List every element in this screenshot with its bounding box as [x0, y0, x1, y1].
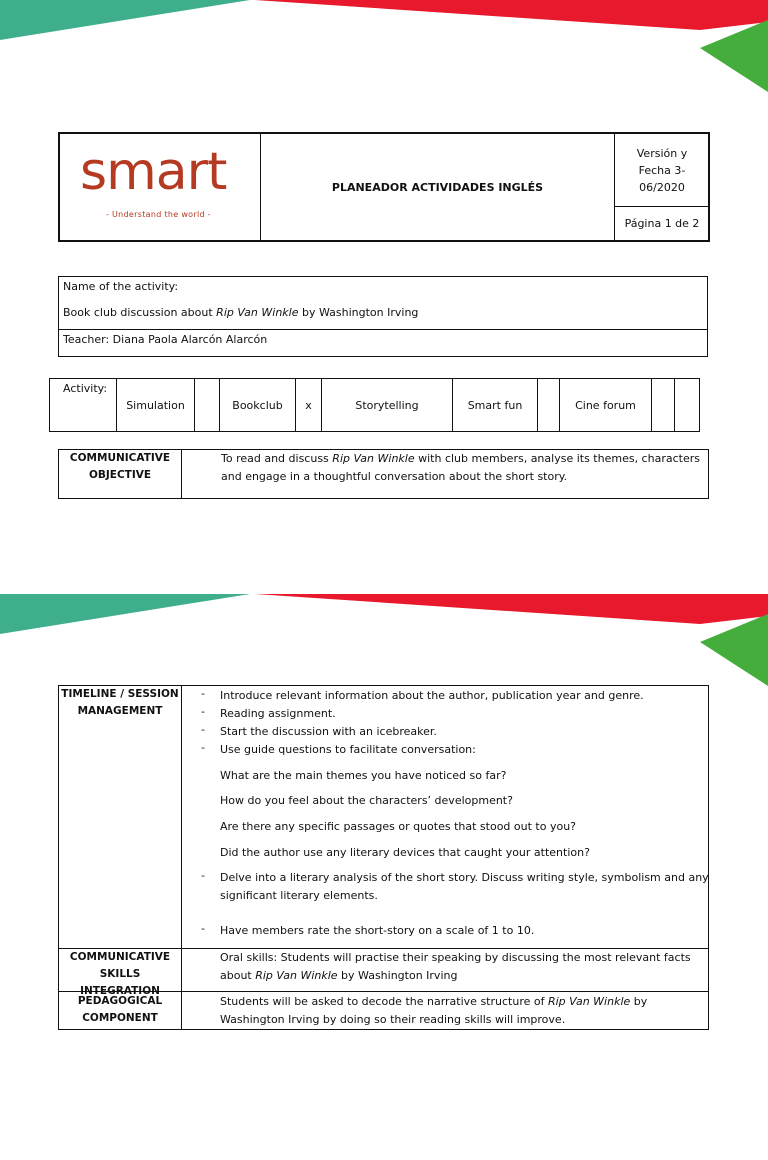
mark-bookclub: x: [296, 379, 322, 431]
version-date: Versión y Fecha 3- 06/2020: [614, 134, 709, 207]
objective-label: COMMUNICATIVE OBJECTIVE: [59, 450, 182, 498]
activity-info-table: [58, 276, 708, 357]
page-number: Página 1 de 2: [614, 207, 709, 240]
option-smart-fun: Smart fun: [453, 379, 538, 431]
objective-text: To read and discuss Rip Van Winkle with club members, analyse its themes, characters and engage in a thoughtful conversation about the short story.: [221, 452, 700, 483]
pedagogical-text-1: Students will be asked to decode the narrative structure of Rip Van Winkle by: [220, 995, 648, 1008]
skills-text-1: Oral skills: Students will practise their speaking by discussing the most relevant facts: [220, 951, 691, 964]
logo-wordmark: smart: [80, 142, 227, 202]
option-storytelling: Storytelling: [322, 379, 453, 431]
activity-type-table: [49, 378, 700, 432]
mark-smart-fun: [538, 379, 560, 431]
guide-question: Are there any specific passages or quotes that stood out to you?: [220, 820, 577, 833]
option-simulation: Simulation: [117, 379, 195, 431]
pedagogical-label: PEDAGOGICAL COMPONENT: [77, 995, 163, 1024]
logo: [60, 134, 261, 240]
communicative-objective: [58, 449, 709, 499]
skills-text-2: about Rip Van Winkle by Washington Irving: [220, 969, 458, 982]
bullet-item: Start the discussion with an icebreaker.: [220, 725, 437, 738]
guide-question: How do you feel about the characters’ development?: [220, 794, 513, 807]
bullet-item: Have members rate the short-story on a scale of 1 to 10.: [220, 924, 535, 937]
option-bookclub: Bookclub: [220, 379, 296, 431]
mark-cine-forum: [652, 379, 675, 431]
document-header: [58, 132, 710, 242]
header-banner: [0, 0, 768, 100]
guide-question: What are the main themes you have noticed so far?: [220, 769, 507, 782]
session-table: TIMELINE / SESSION MANAGEMENT - Introduce relevant information about the author, publication year and genre. - Reading assignment. - Start the discussion with an icebreaker. - Use guide questions to facilitate conversation: What are the main themes you have noticed so far? How do you feel about the characters’ development? Are there any specific passages or quotes that stood out to you? Did the author use any literary devices that caught your attention? - Delve into a literary analysis of the short story. Discuss writing style, symbolism and any significant literary elements. - Have members rate the short-story on a scale of 1 to 10. COMMUNICATIVE SKILLS INTEGRATION Oral skills: Students will practise their speaking by discussing the most relevant facts about Rip Van Winkle by Washington Irving PEDAGOGICAL COMPONENT Students will be asked to decode the narrative structure of Rip Van Winkle by Washington Irving by doing so their reading skills will improve.: [58, 685, 709, 1030]
bullet-item: Reading assignment.: [220, 707, 336, 720]
logo-tagline: - Understand the world -: [106, 210, 211, 219]
document-title: PLANEADOR ACTIVIDADES INGLÉS: [331, 180, 544, 194]
activity-label: Activity:: [50, 379, 117, 431]
skills-label: COMMUNICATIVE SKILLS INTEGRATION: [69, 951, 171, 997]
teacher-name: Teacher: Diana Paola Alarcón Alarcón: [59, 329, 707, 356]
activity-name-label: Name of the activity:: [63, 280, 179, 293]
bullet-item-continued: significant literary elements.: [220, 889, 378, 902]
pedagogical-text-2: Washington Irving by doing so their reading skills will improve.: [220, 1013, 566, 1026]
bullet-item: Use guide questions to facilitate conversation:: [220, 743, 476, 756]
header-banner-2: [0, 594, 768, 694]
guide-question: Did the author use any literary devices that caught your attention?: [220, 846, 590, 859]
option-cine-forum: Cine forum: [560, 379, 652, 431]
mark-simulation: [195, 379, 220, 431]
mark-extra: [675, 379, 699, 431]
activity-name: Book club discussion about Rip Van Winkle by Washington Irving: [63, 306, 419, 319]
bullet-item: Introduce relevant information about the author, publication year and genre.: [220, 689, 644, 702]
bullet-item: Delve into a literary analysis of the short story. Discuss writing style, symbolism and any: [220, 871, 709, 884]
timeline-label: TIMELINE / SESSION MANAGEMENT: [61, 688, 179, 717]
